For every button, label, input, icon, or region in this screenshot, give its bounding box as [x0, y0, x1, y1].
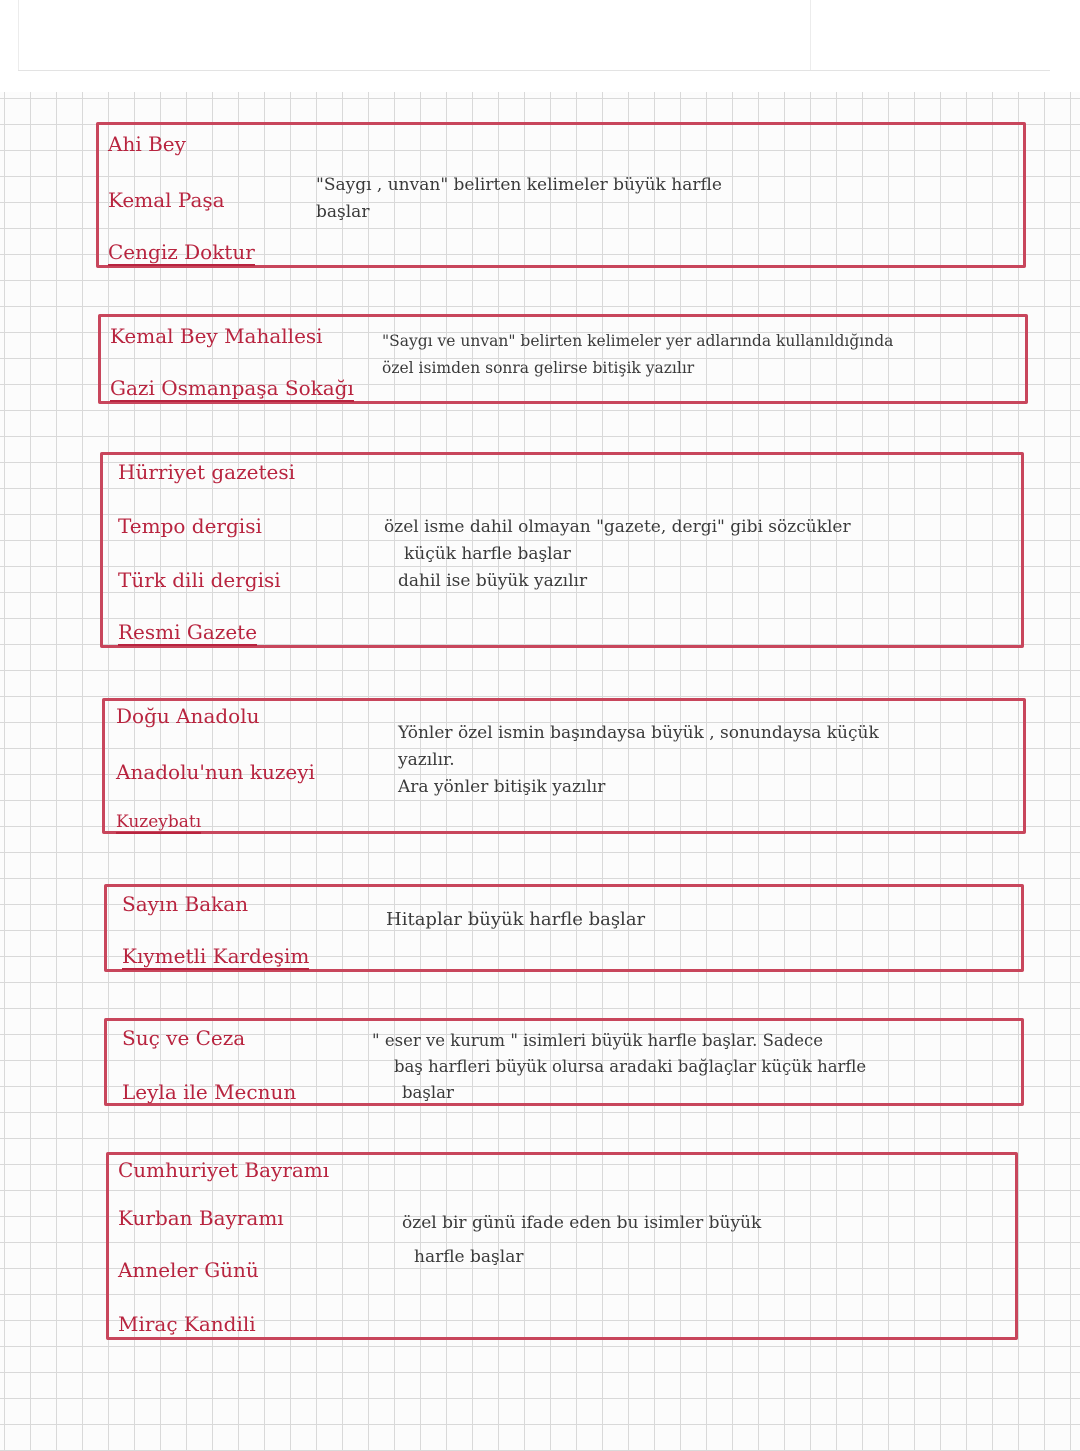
- example-name: Resmi Gazete: [118, 620, 258, 644]
- example-name: Anadolu'nun kuzeyi: [116, 760, 315, 784]
- rule-note-line: özel isme dahil olmayan "gazete, dergi" gibi sözcükler: [384, 517, 851, 537]
- example-name: Kıymetli Kardeşim: [122, 944, 310, 968]
- rule-note-line: özel bir günü ifade eden bu isimler büyük: [402, 1213, 762, 1233]
- example-name: Kurban Bayramı: [118, 1206, 284, 1230]
- example-name: Kemal Paşa: [108, 188, 225, 212]
- rule-note: [386, 906, 645, 933]
- rule-note: [384, 514, 851, 595]
- rule-note-line: başlar: [402, 1083, 454, 1102]
- example-name: Suç ve Ceza: [122, 1026, 246, 1050]
- example-name: Anneler Günü: [118, 1258, 259, 1282]
- rule-note-line: Ara yönler bitişik yazılır: [398, 777, 606, 797]
- margin-line: [18, 0, 19, 70]
- example-name: Cumhuriyet Bayramı: [118, 1158, 330, 1182]
- example-name: Gazi Osmanpaşa Sokağı: [110, 376, 354, 400]
- example-name: Doğu Anadolu: [116, 704, 260, 728]
- top-margin: [0, 0, 1080, 92]
- rule-note-line: Yönler özel ismin başındaysa büyük , sonundaysa küçük: [398, 723, 879, 743]
- example-name: Ahi Bey: [108, 132, 186, 156]
- rule-note: [402, 1206, 761, 1274]
- example-name: Kuzeybatı: [116, 812, 202, 832]
- example-name: Sayın Bakan: [122, 892, 249, 916]
- rule-note: [382, 328, 893, 382]
- example-name: Cengiz Doktur: [108, 240, 255, 264]
- rule-note-line: Hitaplar büyük harfle başlar: [386, 909, 646, 930]
- rule-note-line: küçük harfle başlar: [404, 544, 571, 564]
- example-name: Leyla ile Mecnun: [122, 1080, 297, 1104]
- example-name: Kemal Bey Mahallesi: [110, 324, 323, 348]
- rule-note-line: dahil ise büyük yazılır: [398, 571, 588, 591]
- rule-note-line: harfle başlar: [414, 1247, 524, 1267]
- rule-note-line: özel isimden sonra gelirse bitişik yazılır: [382, 359, 695, 377]
- example-name: Tempo dergisi: [118, 514, 262, 538]
- example-name: Miraç Kandili: [118, 1312, 256, 1336]
- rule-note: [316, 172, 722, 226]
- rule-note-line: "Saygı , unvan" belirten kelimeler büyük harfle: [316, 175, 722, 195]
- rule-note: [372, 1028, 866, 1106]
- rule-note-line: "Saygı ve unvan" belirten kelimeler yer adlarında kullanıldığında: [382, 332, 894, 350]
- rule-note: [398, 720, 879, 801]
- rule-note-line: başlar: [316, 202, 370, 222]
- margin-line: [18, 70, 1050, 71]
- example-name: Hürriyet gazetesi: [118, 460, 296, 484]
- rule-note-line: " eser ve kurum " isimleri büyük harfle başlar. Sadece: [372, 1031, 824, 1050]
- margin-line: [810, 0, 811, 70]
- rule-note-line: baş harfleri büyük olursa aradaki bağlaçlar küçük harfle: [394, 1057, 867, 1076]
- rule-note-line: yazılır.: [398, 750, 455, 770]
- example-name: Türk dili dergisi: [118, 568, 281, 592]
